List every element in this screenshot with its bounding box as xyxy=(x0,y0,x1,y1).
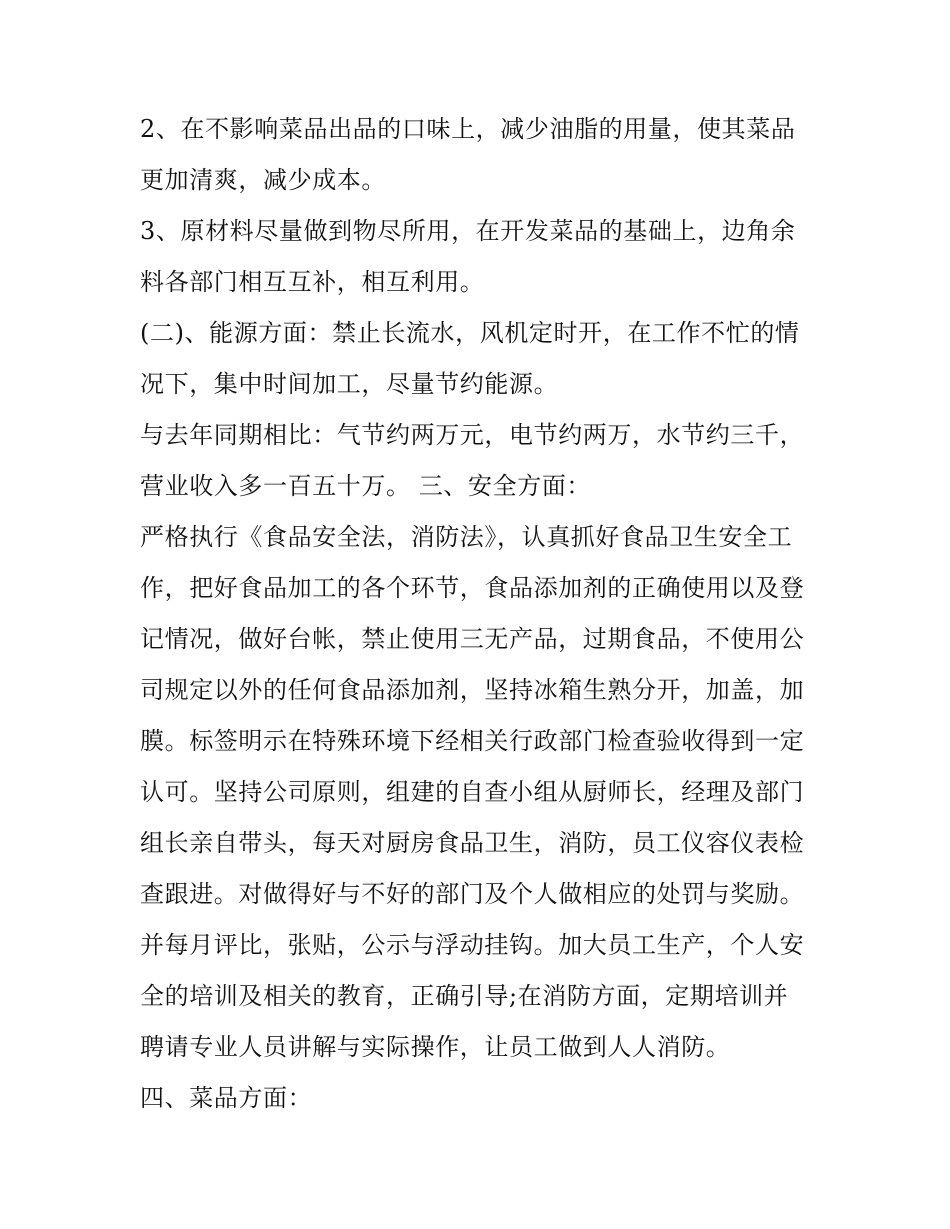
text-line: 作，把好食品加工的各个环节，食品添加剂的正确使用以及登 xyxy=(140,574,805,602)
text-line: 营业收入多一百五十万。 三、安全方面： xyxy=(140,472,592,500)
text-line: 司规定以外的任何食品添加剂，坚持冰箱生熟分开，加盖，加 xyxy=(140,676,805,704)
text-line: 并每月评比，张贴，公示与浮动挂钩。加大员工生产，个人安 xyxy=(140,931,805,959)
text-line: 记情况，做好台帐，禁止使用三无产品，过期食品，不使用公 xyxy=(140,625,805,653)
text-line: 严格执行《食品安全法，消防法》，认真抓好食品卫生安全工 xyxy=(140,523,793,551)
text-line: 组长亲自带头，每天对厨房食品卫生，消防，员工仪容仪表检 xyxy=(140,829,805,857)
text-line: 况下，集中时间加工，尽量节约能源。 xyxy=(140,370,559,398)
text-line: 3、原材料尽量做到物尽所用，在开发菜品的基础上，边角余 xyxy=(140,217,796,245)
text-line: 全的培训及相关的教育，正确引导;在消防方面，定期培训并 xyxy=(140,982,789,1010)
text-line: 膜。标签明示在特殊环境下经相关行政部门检查验收得到一定 xyxy=(140,727,805,755)
text-line: 更加清爽，减少成本。 xyxy=(140,166,386,194)
section-heading: 四、菜品方面： xyxy=(140,1084,313,1112)
text-line: 2、在不影响菜品出品的口味上，减少油脂的用量，使其菜品 xyxy=(140,115,796,143)
text-line: 与去年同期相比：气节约两万元，电节约两万，水节约三千， xyxy=(140,421,805,449)
text-line: 认可。坚持公司原则，组建的自查小组从厨师长，经理及部门 xyxy=(140,778,805,806)
text-line: (二)、能源方面：禁止长流水，风机定时开，在工作不忙的情 xyxy=(140,319,800,347)
text-line: 查跟进。对做得好与不好的部门及个人做相应的处罚与奖励。 xyxy=(140,880,805,908)
document-body xyxy=(140,104,820,1124)
text-line: 聘请专业人员讲解与实际操作，让员工做到人人消防。 xyxy=(140,1033,731,1061)
text-line: 料各部门相互互补，相互利用。 xyxy=(140,268,485,296)
